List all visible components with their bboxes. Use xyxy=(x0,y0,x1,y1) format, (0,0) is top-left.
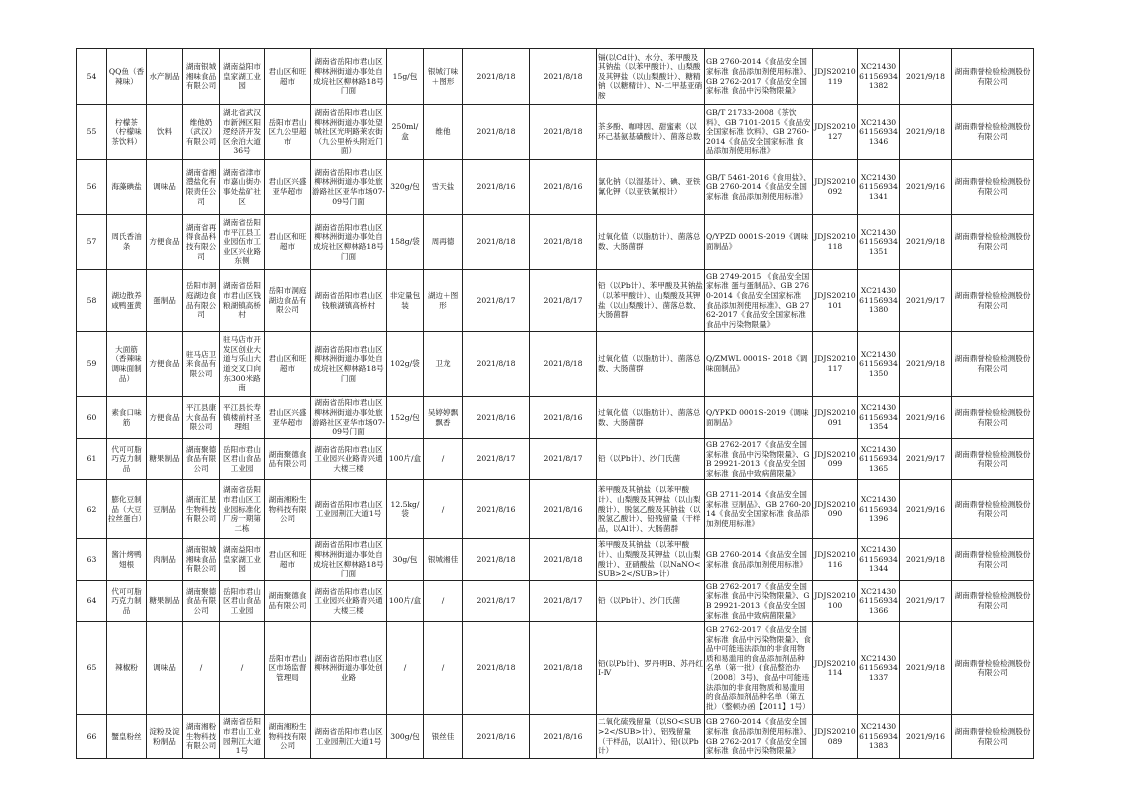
report-date-cell: 2021/9/18 xyxy=(900,622,952,715)
brand-cell: / xyxy=(424,480,463,539)
report-date-cell: 2021/9/16 xyxy=(900,397,952,439)
producer-name-cell: 维他奶（武汉）有限公司 xyxy=(183,105,220,160)
production-date-cell: 2021/8/17 xyxy=(463,580,530,621)
test-items-cell: 苯甲酸及其钠盐（以苯甲酸计）、山梨酸及其钾盐（以山梨酸计）、亚硝酸盐（以NaNO<SUB>2</SUB>计） xyxy=(597,539,705,580)
producer-name-cell: 湖南银城湘味食品有限公司 xyxy=(183,539,220,580)
producer-name-cell: 湖南聚德食品有限公司 xyxy=(183,580,220,621)
producer-name-cell: 湖南省再得食品科技有限公司 xyxy=(183,215,220,270)
lab-name-cell: 湖南鼎誉检验检测股份有限公司 xyxy=(952,160,1034,215)
sampling-date-cell: 2021/8/17 xyxy=(530,439,597,480)
sampling-date-cell: 2021/8/18 xyxy=(530,622,597,715)
lab-name-cell: 湖南鼎誉检验检测股份有限公司 xyxy=(952,580,1034,621)
seller-address-cell: 湖南省岳阳市君山区柳林洲街道办事处望城社区光明路莱农街（九公里桥头附近门面） xyxy=(311,105,387,160)
sampling-date-cell: 2021/8/18 xyxy=(530,332,597,397)
table-row xyxy=(77,480,1034,539)
producer-address-cell: 湖南益阳市皇家湖工业园 xyxy=(220,539,265,580)
report-number-cell: JDJS20210090 xyxy=(813,480,858,539)
production-date-cell: 2021/8/18 xyxy=(463,332,530,397)
specification-cell: 15g/包 xyxy=(387,49,424,105)
report-number-cell: JDJS20210089 xyxy=(813,715,858,759)
brand-cell: / xyxy=(424,622,463,715)
serial-number-cell: 59 xyxy=(77,332,107,397)
inspection-results-table xyxy=(76,48,1034,759)
product-name-cell: 海藻碘盐 xyxy=(107,160,147,215)
table-row xyxy=(77,270,1034,332)
production-date-cell: 2021/8/17 xyxy=(463,270,530,332)
serial-number-cell: 54 xyxy=(77,49,107,105)
seller-address-cell: 湖南省岳阳市君山区工业园兴业路青兴通大楼三楼 xyxy=(311,580,387,621)
table-body xyxy=(77,49,1034,759)
report-date-cell: 2021/9/17 xyxy=(900,270,952,332)
seller-name-cell: 岳阳市君山区九公里超市 xyxy=(265,105,311,160)
test-items-cell: 二氧化硫残留量（以SO<SUB>2</SUB>计）、铝残留量（干样品，以Al计）、铅(以Pb计） xyxy=(597,715,705,759)
category-cell: 水产制品 xyxy=(147,49,183,105)
standard-cell: GB 2762-2017《食品安全国家标准 食品中污染物限量》、食品中可能违法添加的非食用物质和易滥用的食品添加剂品种名单（第一批）(食品整治办〔2008〕3号)、食品中可能违法添加的非食用物质和易滥用的食品添加剂品种名单（第五批）（整顿办函【2011】1号） xyxy=(705,622,813,715)
table-row xyxy=(77,49,1034,105)
standard-cell: GB 2760-2014《食品安全国家标准 食品添加剂使用标准》、GB 2762-2017《食品安全国家标准 食品中污染物限量》 xyxy=(705,715,813,759)
seller-address-cell: 湖南省岳阳市君山区钱粮湖镇高桥村 xyxy=(311,270,387,332)
test-items-cell: 茶多酚、咖啡因、甜蜜素（以环己基氨基磺酸计）、菌落总数 xyxy=(597,105,705,160)
specification-cell: 300g/包 xyxy=(387,715,424,759)
lab-name-cell: 湖南鼎誉检验检测股份有限公司 xyxy=(952,439,1034,480)
sample-number-cell: XC21430611569341396 xyxy=(858,480,900,539)
report-date-cell: 2021/9/18 xyxy=(900,539,952,580)
standard-cell: GB 2760-2014《食品安全国家标准 食品添加剂使用标准》、GB 2762-2017《食品安全国家标准 食品中污染物限量》 xyxy=(705,49,813,105)
seller-name-cell: 湖南湘粉生物科技有限公司 xyxy=(265,480,311,539)
brand-cell: 吴婷婷飘飘香 xyxy=(424,397,463,439)
category-cell: 糖果制品 xyxy=(147,439,183,480)
category-cell: 方便食品 xyxy=(147,215,183,270)
test-items-cell: 铅（以Pb计）、沙门氏菌 xyxy=(597,439,705,480)
sample-number-cell: XC21430611569341350 xyxy=(858,332,900,397)
sampling-date-cell: 2021/8/18 xyxy=(530,539,597,580)
brand-cell: 维他 xyxy=(424,105,463,160)
seller-address-cell: 湖南省岳阳市君山区柳林洲街道办事处旅游路社区亚华市场07-09号门面 xyxy=(311,397,387,439)
sampling-date-cell: 2021/8/18 xyxy=(530,49,597,105)
production-date-cell: 2021/8/16 xyxy=(463,397,530,439)
seller-name-cell: 岳阳市洞庭湖边食品有限公司 xyxy=(265,270,311,332)
specification-cell: 102g/袋 xyxy=(387,332,424,397)
brand-cell: / xyxy=(424,439,463,480)
specification-cell: 250ml/盒 xyxy=(387,105,424,160)
producer-name-cell: 平江县康大食品有限公司 xyxy=(183,397,220,439)
producer-address-cell: 湖南省津市市嘉山街办事处盐矿社区 xyxy=(220,160,265,215)
standard-cell: Q/YPKD 0001S-2019《调味面制品》 xyxy=(705,397,813,439)
production-date-cell: 2021/8/18 xyxy=(463,622,530,715)
lab-name-cell: 湖南鼎誉检验检测股份有限公司 xyxy=(952,105,1034,160)
category-cell: 蛋制品 xyxy=(147,270,183,332)
report-number-cell: JDJS20210092 xyxy=(813,160,858,215)
product-name-cell: 周氏香油条 xyxy=(107,215,147,270)
lab-name-cell: 湖南鼎誉检验检测股份有限公司 xyxy=(952,539,1034,580)
report-date-cell: 2021/9/18 xyxy=(900,105,952,160)
standard-cell: GB/T 5461-2016《食用盐》、GB 2760-2014《食品安全国家标准 食品添加剂使用标准》 xyxy=(705,160,813,215)
report-date-cell: 2021/9/18 xyxy=(900,332,952,397)
seller-name-cell: 湖南聚德食品有限公司 xyxy=(265,580,311,621)
sampling-date-cell: 2021/8/16 xyxy=(530,160,597,215)
seller-name-cell: 湖南湘粉生物科技有限公司 xyxy=(265,715,311,759)
table-row xyxy=(77,215,1034,270)
lab-name-cell: 湖南鼎誉检验检测股份有限公司 xyxy=(952,270,1034,332)
sampling-date-cell: 2021/8/18 xyxy=(530,105,597,160)
report-number-cell: JDJS20210091 xyxy=(813,397,858,439)
producer-address-cell: 湖南省岳阳市君山区工业园标准化厂房一期第二栋 xyxy=(220,480,265,539)
producer-address-cell: 岳阳市君山区君山食品工业园 xyxy=(220,439,265,480)
category-cell: 饮料 xyxy=(147,105,183,160)
test-items-cell: 过氧化值（以脂肪计）、菌落总数、大肠菌群 xyxy=(597,332,705,397)
seller-address-cell: 湖南省岳阳市君山区工业园荆江大道1号 xyxy=(311,480,387,539)
table-row xyxy=(77,715,1034,759)
product-name-cell: 湖边散养咸鸭蛋黄 xyxy=(107,270,147,332)
producer-name-cell: 湖南汇星生物科技有限公司 xyxy=(183,480,220,539)
product-name-cell: 大面筋（香辣味调味面制品） xyxy=(107,332,147,397)
sample-number-cell: XC21430611569341354 xyxy=(858,397,900,439)
brand-cell: 银城汀味＋图形 xyxy=(424,49,463,105)
report-number-cell: JDJS20210127 xyxy=(813,105,858,160)
serial-number-cell: 66 xyxy=(77,715,107,759)
production-date-cell: 2021/8/16 xyxy=(463,480,530,539)
sample-number-cell: XC21430611569341366 xyxy=(858,580,900,621)
report-number-cell: JDJS20210099 xyxy=(813,439,858,480)
serial-number-cell: 65 xyxy=(77,622,107,715)
standard-cell: GB/T 21733-2008《茶饮料》、GB 7101-2015《食品安全国家标准 饮料》、GB 2760-2014《食品安全国家标准 食品添加剂使用标准》 xyxy=(705,105,813,160)
product-name-cell: 蟹皇粉丝 xyxy=(107,715,147,759)
report-number-cell: JDJS20210101 xyxy=(813,270,858,332)
standard-cell: GB 2760-2014《食品安全国家标准 食品添加剂使用标准》 xyxy=(705,539,813,580)
seller-name-cell: 君山区和旺超市 xyxy=(265,539,311,580)
specification-cell: 12.5kg/袋 xyxy=(387,480,424,539)
sample-number-cell: XC21430611569341344 xyxy=(858,539,900,580)
sample-number-cell: XC21430611569341365 xyxy=(858,439,900,480)
brand-cell: 银丝佳 xyxy=(424,715,463,759)
category-cell: 方便食品 xyxy=(147,397,183,439)
report-date-cell: 2021/9/17 xyxy=(900,580,952,621)
table-row xyxy=(77,332,1034,397)
producer-address-cell: 湖南省岳阳市君山区钱粮湖镇高桥村 xyxy=(220,270,265,332)
table-row xyxy=(77,160,1034,215)
seller-address-cell: 湖南省岳阳市君山区工业园兴业路青兴通大楼三楼 xyxy=(311,439,387,480)
standard-cell: GB 2762-2017《食品安全国家标准 食品中污染物限量》、GB 29921-2013《食品安全国家标准 食品中致病菌限量》 xyxy=(705,580,813,621)
specification-cell: 100片/盒 xyxy=(387,439,424,480)
brand-cell: 周再德 xyxy=(424,215,463,270)
category-cell: 豆制品 xyxy=(147,480,183,539)
report-number-cell: JDJS20210119 xyxy=(813,49,858,105)
producer-name-cell: 湖南湘粉生物科技有限公司 xyxy=(183,715,220,759)
specification-cell: 320g/包 xyxy=(387,160,424,215)
specification-cell: 30g/包 xyxy=(387,539,424,580)
producer-name-cell: 岳阳市洞庭湖边食品有限公司 xyxy=(183,270,220,332)
specification-cell: / xyxy=(387,622,424,715)
category-cell: 调味品 xyxy=(147,160,183,215)
producer-address-cell: 湖南益阳市皇家湖工业园 xyxy=(220,49,265,105)
sample-number-cell: XC21430611569341380 xyxy=(858,270,900,332)
standard-cell: GB 2749-2015 《食品安全国家标准 蛋与蛋制品》、GB 2760-2014《食品安全国家标准 食品添加剂使用标准》、GB 2762-2017《食品安全国家标准 食品中污染物限量》 xyxy=(705,270,813,332)
standard-cell: Q/YPZD 0001S-2019《调味面制品》 xyxy=(705,215,813,270)
producer-address-cell: / xyxy=(220,622,265,715)
production-date-cell: 2021/8/18 xyxy=(463,539,530,580)
production-date-cell: 2021/8/18 xyxy=(463,49,530,105)
seller-address-cell: 湖南省岳阳市君山区柳林洲街道办事处自成垸社区柳林路18号门面 xyxy=(311,215,387,270)
table-row xyxy=(77,580,1034,621)
report-date-cell: 2021/9/16 xyxy=(900,480,952,539)
report-number-cell: JDJS20210114 xyxy=(813,622,858,715)
production-date-cell: 2021/8/18 xyxy=(463,215,530,270)
report-number-cell: JDJS20210118 xyxy=(813,215,858,270)
table-row xyxy=(77,622,1034,715)
specification-cell: 非定量包装 xyxy=(387,270,424,332)
production-date-cell: 2021/8/16 xyxy=(463,160,530,215)
category-cell: 调味品 xyxy=(147,622,183,715)
category-cell: 方便食品 xyxy=(147,332,183,397)
serial-number-cell: 57 xyxy=(77,215,107,270)
sampling-date-cell: 2021/8/17 xyxy=(530,270,597,332)
lab-name-cell: 湖南鼎誉检验检测股份有限公司 xyxy=(952,49,1034,105)
report-date-cell: 2021/9/16 xyxy=(900,715,952,759)
seller-address-cell: 湖南省岳阳市君山区柳林洲街道办事处创业路 xyxy=(311,622,387,715)
sampling-date-cell: 2021/8/16 xyxy=(530,397,597,439)
seller-name-cell: 君山区和旺超市 xyxy=(265,49,311,105)
category-cell: 淀粉及淀粉制品 xyxy=(147,715,183,759)
product-name-cell: 辣椒粉 xyxy=(107,622,147,715)
production-date-cell: 2021/8/17 xyxy=(463,439,530,480)
producer-name-cell: 驻马店卫来食品有限公司 xyxy=(183,332,220,397)
production-date-cell: 2021/8/16 xyxy=(463,715,530,759)
sample-number-cell: XC21430611569341382 xyxy=(858,49,900,105)
product-name-cell: 膨化豆制品（大豆拉丝蛋白） xyxy=(107,480,147,539)
category-cell: 肉制品 xyxy=(147,539,183,580)
product-name-cell: 素食口味筋 xyxy=(107,397,147,439)
product-name-cell: QQ鱼（香辣味） xyxy=(107,49,147,105)
producer-name-cell: 湖南省湘澧盐化有限责任公司 xyxy=(183,160,220,215)
producer-address-cell: 湖南省岳阳市君山工业园荆江大道1号 xyxy=(220,715,265,759)
serial-number-cell: 63 xyxy=(77,539,107,580)
lab-name-cell: 湖南鼎誉检验检测股份有限公司 xyxy=(952,332,1034,397)
serial-number-cell: 55 xyxy=(77,105,107,160)
test-items-cell: 过氧化值（以脂肪计）、菌落总数、大肠菌群 xyxy=(597,215,705,270)
seller-address-cell: 湖南省岳阳市君山区柳林洲街道办事处旅游路社区亚华市场07-09号门面 xyxy=(311,160,387,215)
sample-number-cell: XC21430611569341383 xyxy=(858,715,900,759)
seller-address-cell: 湖南省岳阳市君山区柳林洲街道办事处自成垸社区柳林路18号门面 xyxy=(311,332,387,397)
table-row xyxy=(77,105,1034,160)
serial-number-cell: 56 xyxy=(77,160,107,215)
test-items-cell: 苯甲酸及其钠盐（以苯甲酸计）、山梨酸及其钾盐（以山梨酸计）、脱氢乙酸及其钠盐（以脱氢乙酸计）、铅残留量（干样品，以Al计）、大肠菌群 xyxy=(597,480,705,539)
specification-cell: 152g/包 xyxy=(387,397,424,439)
brand-cell: 银城湘佳 xyxy=(424,539,463,580)
product-name-cell: 代可可脂巧克力制品 xyxy=(107,439,147,480)
producer-name-cell: 湖南银城湘味食品有限公司 xyxy=(183,49,220,105)
seller-name-cell: 君山区兴盛亚华超市 xyxy=(265,160,311,215)
specification-cell: 100片/盒 xyxy=(387,580,424,621)
test-items-cell: 铅(以Pb计)、罗丹明B、苏丹红Ⅰ-Ⅳ xyxy=(597,622,705,715)
sampling-date-cell: 2021/8/17 xyxy=(530,580,597,621)
report-date-cell: 2021/9/17 xyxy=(900,439,952,480)
seller-address-cell: 湖南省岳阳市君山区柳林洲街道办事处自成垸社区柳林路18号门面 xyxy=(311,49,387,105)
sampling-date-cell: 2021/8/18 xyxy=(530,215,597,270)
seller-name-cell: 君山区兴盛亚华超市 xyxy=(265,397,311,439)
report-number-cell: JDJS20210117 xyxy=(813,332,858,397)
test-items-cell: 镉(以Cd计)、水分、苯甲酸及其钠盐（以苯甲酸计）、山梨酸及其钾盐（以山梨酸计）、糖精钠（以糖精计）、N-二甲基亚硝胺 xyxy=(597,49,705,105)
sample-number-cell: XC21430611569341337 xyxy=(858,622,900,715)
test-items-cell: 铅（以Pb计）、沙门氏菌 xyxy=(597,580,705,621)
sample-number-cell: XC21430611569341351 xyxy=(858,215,900,270)
lab-name-cell: 湖南鼎誉检验检测股份有限公司 xyxy=(952,622,1034,715)
test-items-cell: 过氧化值（以脂肪计）、菌落总数、大肠菌群 xyxy=(597,397,705,439)
production-date-cell: 2021/8/18 xyxy=(463,105,530,160)
standard-cell: Q/ZMWL 0001S- 2018《调味面制品》 xyxy=(705,332,813,397)
seller-name-cell: 湖南聚德食品有限公司 xyxy=(265,439,311,480)
seller-name-cell: 岳阳市君山区市场监督管理局 xyxy=(265,622,311,715)
serial-number-cell: 60 xyxy=(77,397,107,439)
seller-name-cell: 君山区和旺超市 xyxy=(265,332,311,397)
producer-address-cell: 湖北省武汉市新洲区阳逻经济开发区余泊大道36号 xyxy=(220,105,265,160)
producer-name-cell: / xyxy=(183,622,220,715)
seller-name-cell: 君山区和旺超市 xyxy=(265,215,311,270)
sampling-date-cell: 2021/8/16 xyxy=(530,480,597,539)
serial-number-cell: 58 xyxy=(77,270,107,332)
brand-cell: 雪天盐 xyxy=(424,160,463,215)
brand-cell: / xyxy=(424,580,463,621)
report-number-cell: JDJS20210116 xyxy=(813,539,858,580)
category-cell: 糖果制品 xyxy=(147,580,183,621)
report-date-cell: 2021/9/16 xyxy=(900,160,952,215)
product-name-cell: 酱汁烤鸭翅根 xyxy=(107,539,147,580)
lab-name-cell: 湖南鼎誉检验检测股份有限公司 xyxy=(952,215,1034,270)
producer-address-cell: 岳阳市君山区君山食品工业园 xyxy=(220,580,265,621)
test-items-cell: 铅（以Pb计）、苯甲酸及其钠盐（以苯甲酸计）、山梨酸及其钾盐（以山梨酸计）、菌落总数、大肠菌群 xyxy=(597,270,705,332)
table-row xyxy=(77,439,1034,480)
serial-number-cell: 62 xyxy=(77,480,107,539)
report-date-cell: 2021/9/18 xyxy=(900,49,952,105)
inspection-results-sheet xyxy=(76,48,1033,759)
table-row xyxy=(77,539,1034,580)
producer-name-cell: 湖南聚德食品有限公司 xyxy=(183,439,220,480)
producer-address-cell: 湖南省岳阳市平江县工业园伍市工业区兴业路东侧 xyxy=(220,215,265,270)
report-date-cell: 2021/9/18 xyxy=(900,215,952,270)
table-row xyxy=(77,397,1034,439)
product-name-cell: 柠檬茶（柠檬味茶饮料） xyxy=(107,105,147,160)
brand-cell: 湖边＋图形 xyxy=(424,270,463,332)
lab-name-cell: 湖南鼎誉检验检测股份有限公司 xyxy=(952,397,1034,439)
seller-address-cell: 湖南省岳阳市君山区柳林洲街道办事处自成垸社区柳林路18号门面 xyxy=(311,539,387,580)
lab-name-cell: 湖南鼎誉检验检测股份有限公司 xyxy=(952,480,1034,539)
lab-name-cell: 湖南鼎誉检验检测股份有限公司 xyxy=(952,715,1034,759)
specification-cell: 158g/袋 xyxy=(387,215,424,270)
serial-number-cell: 61 xyxy=(77,439,107,480)
sample-number-cell: XC21430611569341346 xyxy=(858,105,900,160)
producer-address-cell: 平江县长寿镇楼前村圣理组 xyxy=(220,397,265,439)
standard-cell: GB 2762-2017《食品安全国家标准 食品中污染物限量》、GB 29921-2013《食品安全国家标准 食品中致病菌限量》 xyxy=(705,439,813,480)
producer-address-cell: 驻马店市开发区创业大道与乐山大道交叉口向东300米路南 xyxy=(220,332,265,397)
seller-address-cell: 湖南省岳阳市君山区工业园荆江大道1号 xyxy=(311,715,387,759)
test-items-cell: 氯化钠（以湿基计）、碘、亚铁氰化钾（以亚铁氰根计） xyxy=(597,160,705,215)
sample-number-cell: XC21430611569341341 xyxy=(858,160,900,215)
standard-cell: GB 2711-2014《食品安全国家标准 豆制品》、GB 2760-2014《食品安全国家标准 食品添加剂使用标准》 xyxy=(705,480,813,539)
serial-number-cell: 64 xyxy=(77,580,107,621)
product-name-cell: 代可可脂巧克力制品 xyxy=(107,580,147,621)
sampling-date-cell: 2021/8/16 xyxy=(530,715,597,759)
brand-cell: 卫龙 xyxy=(424,332,463,397)
report-number-cell: JDJS20210100 xyxy=(813,580,858,621)
